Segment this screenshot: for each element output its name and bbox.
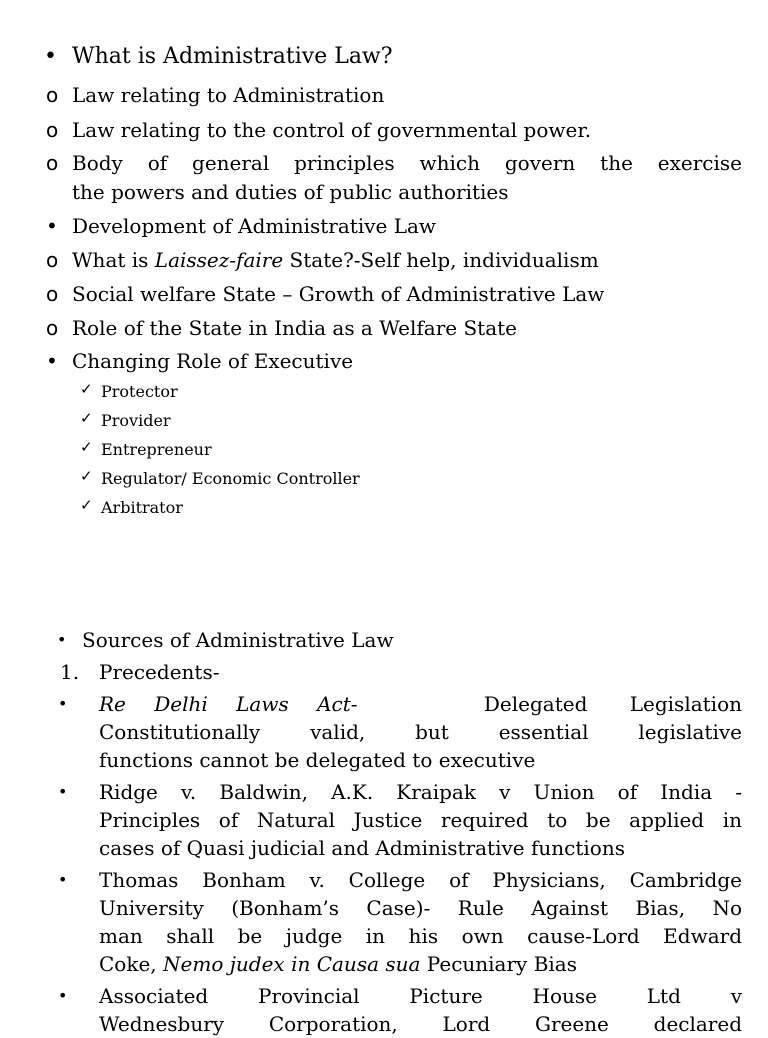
case-text-line: Principles of Natural Justice required to be applied in [99,808,742,832]
role-text: Provider [101,411,171,430]
text-run: State?-Self help, individualism [283,248,599,272]
italic-term: Nemo judex in Causa sua [163,952,421,976]
item-text: Social welfare State – Growth of Administrative Law [72,282,605,306]
heading-changing-role: Changing Role of Executive [72,349,354,373]
case-text-line: Associated Provincial Picture House Ltd v [99,984,742,1008]
text-run: Pecuniary Bias [420,952,577,976]
circle-marker: o [46,151,59,175]
check-icon: ✓ [80,467,93,485]
item-text-line: the powers and duties of public authorities [72,180,509,204]
heading-what-is-admin-law: What is Administrative Law? [72,44,393,69]
bullet-marker: • [46,349,58,373]
check-icon: ✓ [80,496,93,514]
case-name-italic: Re Delhi Laws Act- [99,692,358,716]
item-text: Law relating to Administration [72,83,385,107]
number-marker: 1. [60,660,80,684]
check-icon: ✓ [80,409,93,427]
italic-term: Laissez-faire [154,248,284,272]
role-text: Regulator/ Economic Controller [101,469,360,488]
bullet-marker: • [57,630,67,649]
circle-marker: o [46,248,59,272]
case-text-line: Thomas Bonham v. College of Physicians, Cambridge [99,868,742,892]
circle-marker: o [46,282,59,306]
bullet-marker: • [58,986,68,1005]
bullet-marker: • [46,214,58,238]
case-text-line: Constitutionally valid, but essential legislative [99,720,742,744]
item-text: Law relating to the control of governmental power. [72,118,592,142]
heading-development: Development of Administrative Law [72,214,437,238]
check-icon: ✓ [80,438,93,456]
circle-marker: o [46,118,59,142]
case-text-line: Ridge v. Baldwin, A.K. Kraipak v Union of India - [99,780,742,804]
role-text: Entrepreneur [101,440,212,459]
heading-sources: Sources of Administrative Law [82,628,394,652]
numbered-text: Precedents- [99,660,220,684]
item-text [72,246,599,275]
circle-marker: o [46,316,59,340]
bullet-marker: • [58,694,68,713]
bullet-marker: • [44,44,57,69]
text-run: Coke, [99,952,164,976]
item-text-line: Body of general principles which govern the exercise [72,151,742,175]
item-text: Role of the State in India as a Welfare State [72,316,517,340]
check-icon: ✓ [80,380,93,398]
case-text-line [99,690,742,718]
circle-marker: o [46,83,59,107]
case-text-line: Wednesbury Corporation, Lord Greene declared [99,1012,742,1036]
case-text-line: University (Bonham’s Case)- Rule Against Bias, No [99,896,742,920]
case-text-run: Delegated Legislation [483,692,742,716]
case-text-line: functions cannot be delegated to executive [99,748,536,772]
bullet-marker: • [58,870,68,889]
role-text: Arbitrator [101,498,183,517]
text-run: What is [72,248,155,272]
role-text: Protector [101,382,178,401]
case-text-line: cases of Quasi judicial and Administrative functions [99,836,625,860]
case-text-line: man shall be judge in his own cause-Lord Edward [99,924,742,948]
case-text-line [99,950,577,978]
bullet-marker: • [58,782,68,801]
